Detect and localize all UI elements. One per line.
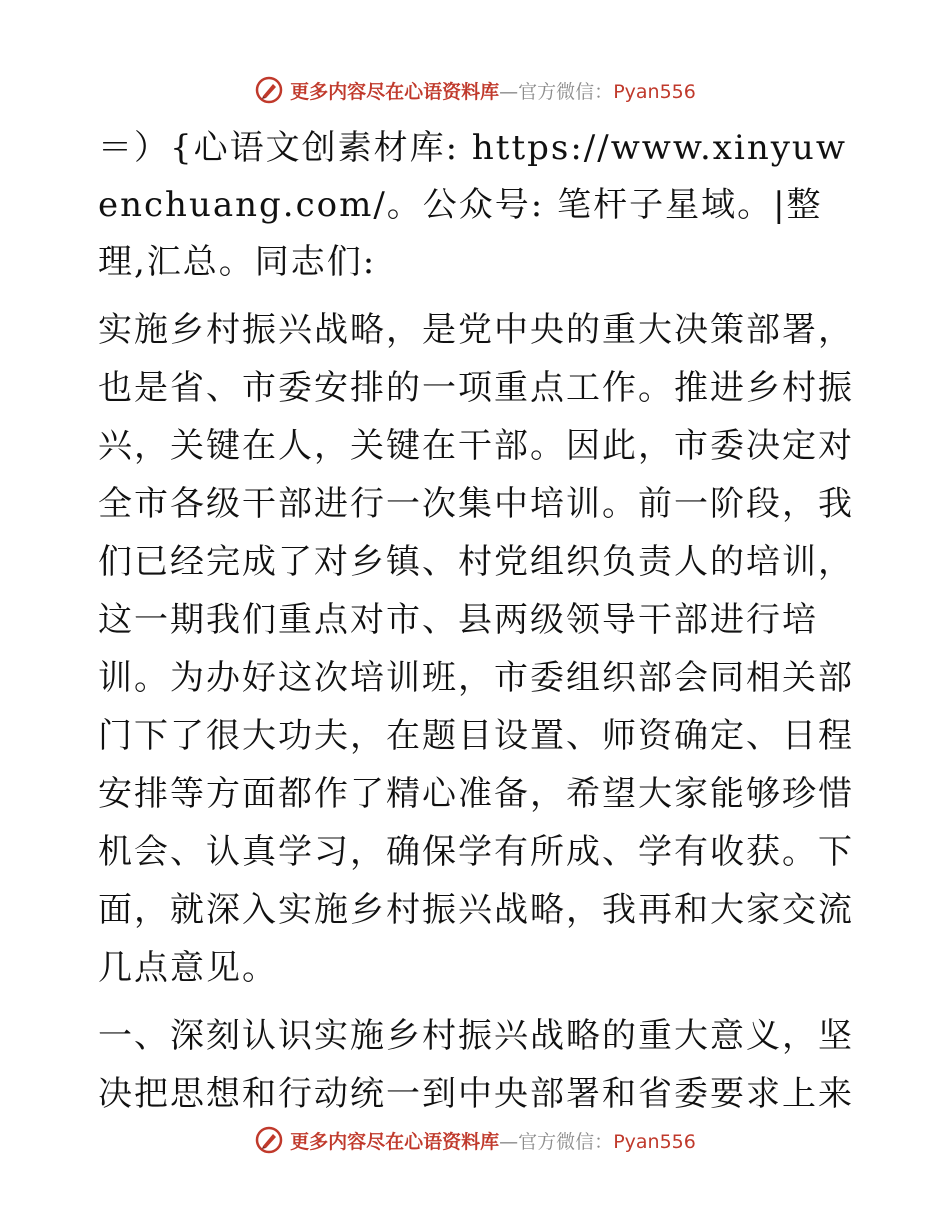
watermark-account: Pyan556 [613,1130,696,1153]
paragraph-main: 实施乡村振兴战略，是党中央的重大决策部署，也是省、市委安排的一项重点工作。推进乡村振兴，关键在人，关键在干部。因此，市委决定对全市各级干部进行一次集中培训。前一阶段，我们已经完成了对乡镇、村党组织负责人的培训，这一期我们重点对市、县两级领导干部进行培训。为办好这次培训班，市委组织部会同相关部门下了很大功夫，在题目设置、师资确定、日程安排等方面都作了精心准备，希望大家能够珍惜机会、认真学习，确保学有所成、学有收获。下面，就深入实施乡村振兴战略，我再和大家交流几点意见。 [98,310,854,988]
watermark-account: Pyan556 [613,80,696,103]
pen-logo-icon [254,75,284,105]
section-heading: 一、深刻认识实施乡村振兴战略的重大意义，坚决把思想和行动统一到中央部署和省委要求上来 [98,1016,854,1114]
watermark-sub: 官方微信： [518,80,614,103]
document-body [98,120,858,1133]
watermark-main: 更多内容尽在心语资料库 [290,1130,500,1153]
watermark-main: 更多内容尽在心语资料库 [290,80,500,103]
watermark-separator: — [499,80,519,103]
header-watermark [0,72,950,108]
watermark-sub: 官方微信： [518,1130,614,1153]
footer-watermark [0,1122,950,1158]
pen-logo-icon [254,1125,284,1155]
watermark-text [290,77,696,104]
watermark-text [290,1127,696,1154]
paragraph-intro: ＝）{心语文创素材库: https://www.xinyuwenchuang.com/。公众号: 笔杆子星域。|整理,汇总。同志们: [98,128,847,282]
watermark-separator: — [499,1130,519,1153]
